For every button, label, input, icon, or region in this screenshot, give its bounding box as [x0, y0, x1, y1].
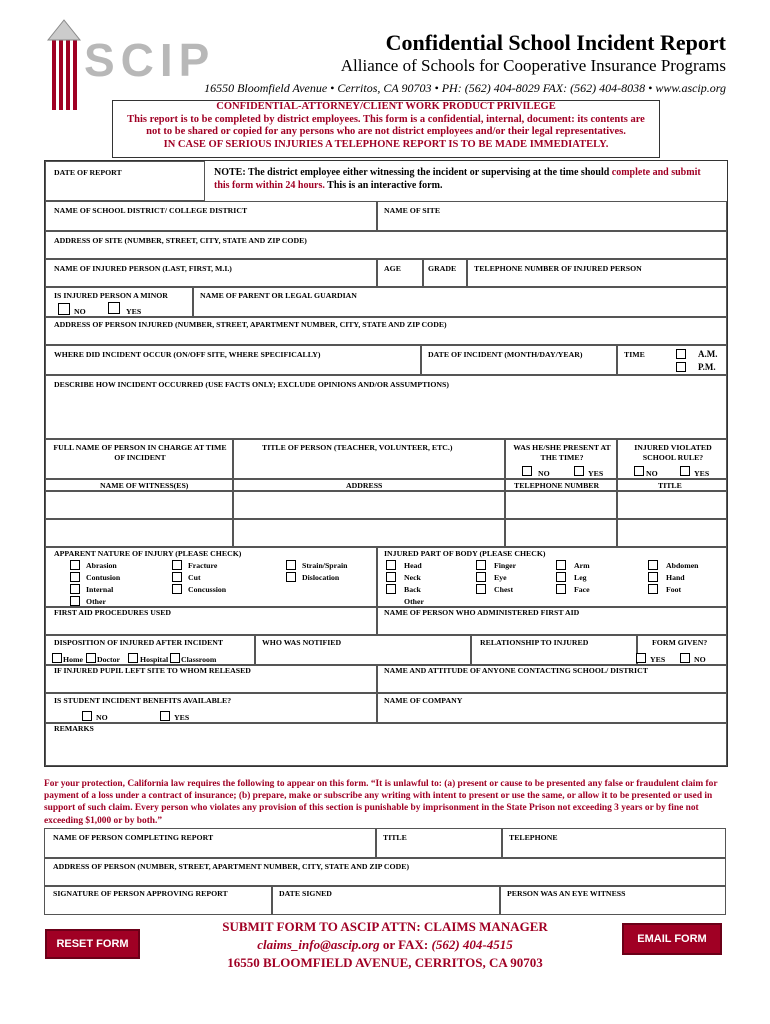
ascip-logo — [40, 18, 220, 113]
face-checkbox[interactable] — [556, 584, 566, 594]
first-aid-field[interactable]: FIRST AID PROCEDURES USED — [45, 607, 377, 635]
concussion-checkbox[interactable] — [172, 584, 182, 594]
title-of-person-field[interactable]: TITLE OF PERSON (TEACHER, VOLUNTEER, ETC.) — [233, 439, 505, 479]
violated-rule-field: INJURED VIOLATED SCHOOL RULE? NO YES — [617, 439, 727, 479]
form-given-field: FORM GIVEN? YES NO — [637, 635, 727, 665]
describe-field[interactable]: DESCRIBE HOW INCIDENT OCCURRED (USE FACTS ONLY; EXCLUDE OPINIONS AND/OR ASSUMPTIONS) — [45, 375, 727, 439]
witness-address-1[interactable] — [233, 491, 505, 519]
dislocation-checkbox[interactable] — [286, 572, 296, 582]
benefits-yes-checkbox[interactable] — [160, 711, 170, 721]
witness-title-1[interactable] — [617, 491, 727, 519]
page-title: Confidential School Incident Report — [385, 30, 726, 55]
internal-checkbox[interactable] — [70, 584, 80, 594]
witness-header: NAME OF WITNESS(ES) — [45, 479, 233, 491]
fracture-checkbox[interactable] — [172, 560, 182, 570]
claims-email-link[interactable]: claims_info@ascip.org — [257, 937, 380, 952]
was-present-field: WAS HE/SHE PRESENT AT THE TIME? NO YES — [505, 439, 617, 479]
released-to-field[interactable]: IF INJURED PUPIL LEFT SITE TO WHOM RELEASED — [45, 665, 377, 693]
eye-checkbox[interactable] — [476, 572, 486, 582]
benefits-field: IS STUDENT INCIDENT BENEFITS AVAILABLE? NO YES — [45, 693, 377, 723]
contusion-checkbox[interactable] — [70, 572, 80, 582]
date-of-report-field[interactable]: DATE OF REPORT — [45, 161, 205, 201]
hospital-checkbox[interactable] — [128, 653, 138, 663]
minor-no-checkbox[interactable] — [58, 303, 70, 315]
where-field[interactable]: WHERE DID INCIDENT OCCUR (ON/OFF SITE, WHERE SPECIFICALLY) — [45, 345, 421, 375]
violated-no-checkbox[interactable] — [634, 466, 644, 476]
signature-field[interactable]: SIGNATURE OF PERSON APPROVING REPORT — [44, 886, 272, 915]
foot-checkbox[interactable] — [648, 584, 658, 594]
age-field[interactable]: AGE — [377, 259, 423, 287]
relationship-field[interactable]: RELATIONSHIP TO INJURED — [471, 635, 637, 665]
injured-address-field[interactable]: ADDRESS OF PERSON INJURED (NUMBER, STREET, APARTMENT NUMBER, CITY, STATE AND ZIP CODE) — [45, 317, 727, 345]
leg-checkbox[interactable] — [556, 572, 566, 582]
home-checkbox[interactable] — [52, 653, 62, 663]
chest-checkbox[interactable] — [476, 584, 486, 594]
neck-checkbox[interactable] — [386, 572, 396, 582]
strain-sprain-checkbox[interactable] — [286, 560, 296, 570]
present-yes-checkbox[interactable] — [574, 466, 584, 476]
pm-checkbox[interactable] — [676, 362, 686, 372]
first-aid-person-field[interactable]: NAME OF PERSON WHO ADMINISTERED FIRST AID — [377, 607, 727, 635]
back-checkbox[interactable] — [386, 584, 396, 594]
witness-address-2[interactable] — [233, 519, 505, 547]
witness-name-1[interactable] — [45, 491, 233, 519]
body-part-field: INJURED PART OF BODY (PLEASE CHECK) Head Neck Back Other Finger Eye Chest Arm Leg Face Abdomen Hand Foot — [377, 547, 727, 607]
head-checkbox[interactable] — [386, 560, 396, 570]
svg-text:SCIP: SCIP — [84, 34, 216, 86]
time-field: TIME A.M. P.M. — [617, 345, 727, 375]
disposition-field: DISPOSITION OF INJURED AFTER INCIDENT Home Doctor Hospital Classroom — [45, 635, 255, 665]
doctor-checkbox[interactable] — [86, 653, 96, 663]
privilege-notice: CONFIDENTIAL-ATTORNEY/CLIENT WORK PRODUCT PRIVILEGE This report is to be completed by district employees. This form is a confidential, internal, document: its contents are not to be shared or copied for any persons who are not district employees and/or their legal representatives. IN CASE OF SERIOUS INJURIES A TELEPHONE REPORT IS TO BE MADE IMMEDIATELY. — [112, 100, 660, 158]
submit-line: SUBMIT FORM TO ASCIP ATTN: CLAIMS MANAGER — [222, 919, 548, 934]
witness-phone-header: TELEPHONE NUMBER — [505, 479, 617, 491]
grade-field[interactable]: GRADE — [423, 259, 467, 287]
nature-of-injury-field: APPARENT NATURE OF INJURY (PLEASE CHECK) Abrasion Contusion Internal Other Fracture Cut Concussion Strain/Sprain Dislocation — [45, 547, 377, 607]
witness-name-2[interactable] — [45, 519, 233, 547]
date-of-incident-field[interactable]: DATE OF INCIDENT (MONTH/DAY/YEAR) — [421, 345, 617, 375]
person-in-charge-field[interactable]: FULL NAME OF PERSON IN CHARGE AT TIME OF INCIDENT — [45, 439, 233, 479]
contacting-field[interactable]: NAME AND ATTITUDE OF ANYONE CONTACTING SCHOOL/ DISTRICT — [377, 665, 727, 693]
finger-checkbox[interactable] — [476, 560, 486, 570]
remarks-field[interactable]: REMARKS — [45, 723, 727, 766]
completing-address-field[interactable]: ADDRESS OF PERSON (NUMBER, STREET, APARTMENT NUMBER, CITY, STATE AND ZIP CODE) — [44, 858, 726, 886]
is-minor-field: IS INJURED PERSON A MINOR NO YES — [45, 287, 193, 317]
witness-title-2[interactable] — [617, 519, 727, 547]
parent-field[interactable]: NAME OF PARENT OR LEGAL GUARDIAN — [193, 287, 727, 317]
cut-checkbox[interactable] — [172, 572, 182, 582]
witness-phone-2[interactable] — [505, 519, 617, 547]
submit-instructions — [160, 918, 610, 972]
injured-phone-field[interactable]: TELEPHONE NUMBER OF INJURED PERSON — [467, 259, 727, 287]
fraud-warning: For your protection, California law requires the following to appear on this form. “It is unlawful to: (a) present or cause to be presented any false or fraudulent claim for payment of a loss under a contract of insurance; (b) prepare, make or subscribe any writing with intent to present or use the same, or allow it to be presented or used in support of such claim. Every person who violates any provision of this section is punishable by imprisonment in the State Prison not exceeding 3 years or by fine not exceeding $1,000 or by both.” — [44, 779, 718, 826]
incident-form — [44, 160, 728, 767]
name-completing-field[interactable]: NAME OF PERSON COMPLETING REPORT — [44, 828, 376, 858]
form-note: NOTE: The district employee either witnessing the incident or supervising at the time should complete and submit this form within 24 hours. This is an interactive form. — [214, 167, 701, 191]
arm-checkbox[interactable] — [556, 560, 566, 570]
eye-witness-field[interactable]: PERSON WAS AN EYE WITNESS — [500, 886, 726, 915]
page-subtitle: Alliance of Schools for Cooperative Insurance Programs — [340, 56, 726, 75]
district-field[interactable]: NAME OF SCHOOL DISTRICT/ COLLEGE DISTRICT — [45, 201, 377, 231]
submit-contact: claims_info@ascip.org or FAX: (562) 404-4515 — [257, 937, 513, 952]
form-given-yes-checkbox[interactable] — [636, 653, 646, 663]
abdomen-checkbox[interactable] — [648, 560, 658, 570]
abrasion-checkbox[interactable] — [70, 560, 80, 570]
completing-telephone-field[interactable]: TELEPHONE — [502, 828, 726, 858]
injured-name-field[interactable]: NAME OF INJURED PERSON (LAST, FIRST, M.I.) — [45, 259, 377, 287]
classroom-checkbox[interactable] — [170, 653, 180, 663]
other-injury-checkbox[interactable] — [70, 596, 80, 606]
hand-checkbox[interactable] — [648, 572, 658, 582]
site-address-field[interactable]: ADDRESS OF SITE (NUMBER, STREET, CITY, STATE AND ZIP CODE) — [45, 231, 727, 259]
reset-form-button[interactable]: RESET FORM — [45, 929, 140, 959]
witness-title-header: TITLE — [617, 479, 727, 491]
company-field[interactable]: NAME OF COMPANY — [377, 693, 727, 723]
am-checkbox[interactable] — [676, 349, 686, 359]
witness-address-header: ADDRESS — [233, 479, 505, 491]
email-form-button[interactable]: EMAIL FORM — [622, 923, 722, 955]
violated-yes-checkbox[interactable] — [680, 466, 690, 476]
form-given-no-checkbox[interactable] — [680, 653, 690, 663]
completing-title-field[interactable]: TITLE — [376, 828, 502, 858]
submit-address: 16550 BLOOMFIELD AVENUE, CERRITOS, CA 90703 — [227, 955, 543, 970]
present-no-checkbox[interactable] — [522, 466, 532, 476]
minor-yes-checkbox[interactable] — [108, 302, 120, 314]
date-signed-field[interactable]: DATE SIGNED — [272, 886, 500, 915]
completion-section — [44, 828, 726, 915]
benefits-no-checkbox[interactable] — [82, 711, 92, 721]
who-notified-field[interactable]: WHO WAS NOTIFIED — [255, 635, 471, 665]
site-field[interactable]: NAME OF SITE — [377, 201, 727, 231]
witness-phone-1[interactable] — [505, 491, 617, 519]
header-address: 16550 Bloomfield Avenue • Cerritos, CA 90703 • PH: (562) 404-8029 FAX: (562) 404-8038 • www.ascip.org — [204, 81, 726, 95]
